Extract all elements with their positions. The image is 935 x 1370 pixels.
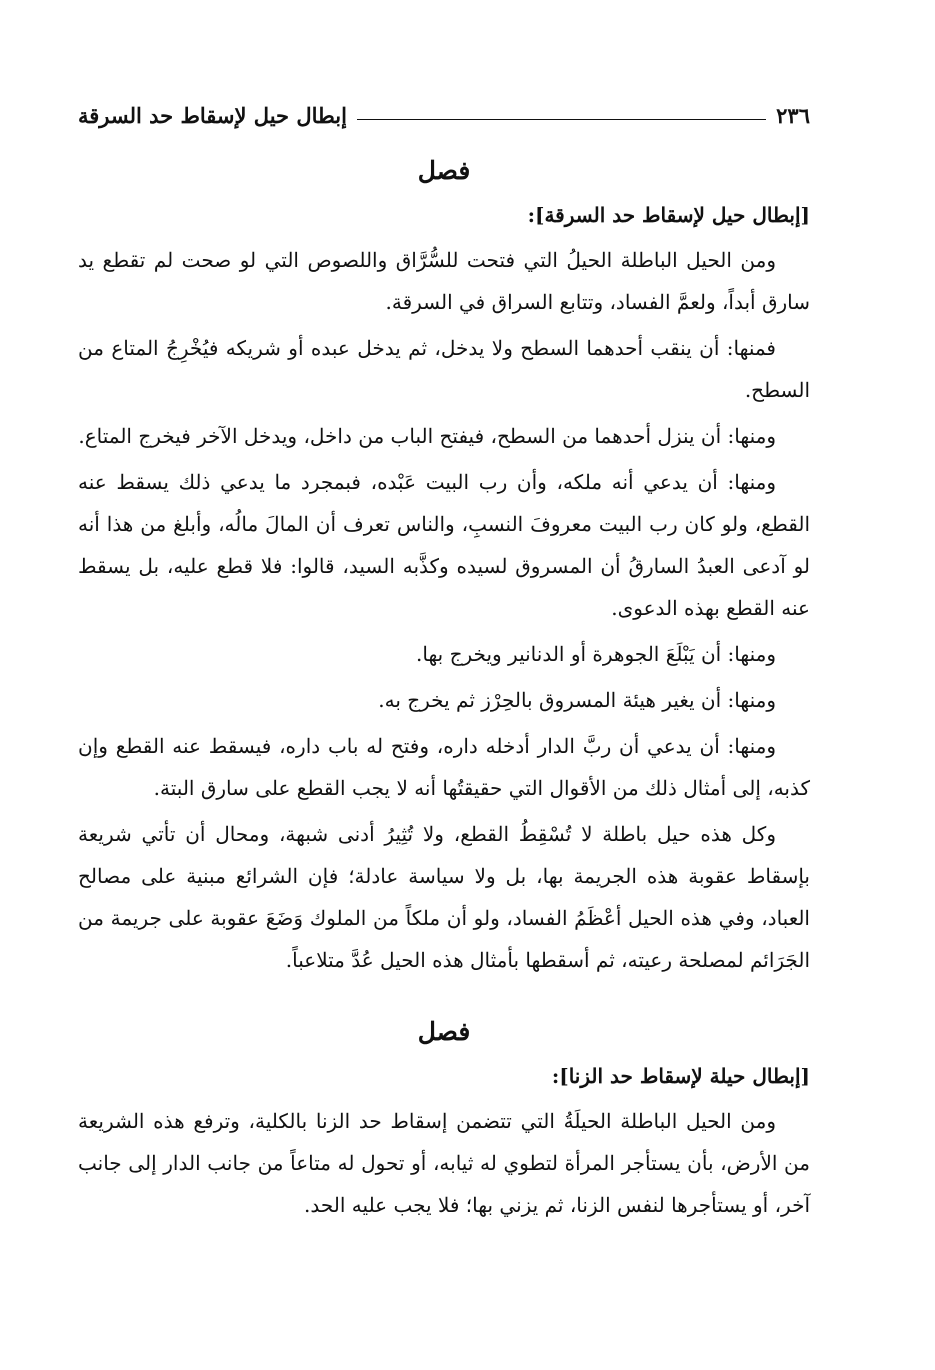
section-heading: فصل (417, 1017, 471, 1046)
paragraph: ومنها: أن يدعي أن ربَّ الدار أدخله داره، وفتح له باب داره، فيسقط عنه القطع وإن كذبه، إلى أمثال ذلك من الأقوال التي حقيقتُها أنه لا يجب القطع على سارق البتة. (78, 734, 810, 800)
paragraph: فمنها: أن ينقب أحدهما السطح ولا يدخل، ثم يدخل عبده أو شريكه فيُخْرِجُ المتاع من السطح. (78, 336, 810, 402)
paragraph: وكل هذه حيل باطلة لا تُسْقِطُ القطع، ولا تُثِيرُ أدنى شبهة، ومحال أن تأتي شريعة بإسقاط عقوبة هذه الجريمة بها، بل ولا سياسة عادلة؛ فإن الشرائع مبنية على مصالح العباد، وفي هذه الحيل أعْظَمُ الفساد، ولو أن ملكاً من الملوك وَضَعَ عقوبة على جريمة من الجَرَائم لمصلحة رعيته، ثم أسقطها بأمثال هذه الحيل عُدَّ متلاعباً. (78, 822, 810, 972)
paragraph: ومنها: أن يدعي أنه ملكه، وأن رب البيت عَبْده، فبمجرد ما يدعي ذلك يسقط عنه القطع، ولو كان رب البيت معروفَ النسبِ، والناس تعرف أن المالَ مالُه، وأبلغ من هذا أنه لو آدعى العبدُ السارقُ أن المسروق لسيده وكذَّبه السيد، قالوا: فلا قطع عليه، بل يسقط عنه القطع بهذه الدعوى. (78, 470, 810, 620)
paragraph: ومن الحيل الباطلة الحيلُ التي فتحت للسُّرَّاق واللصوص التي لو صحت لم تقطع يد سارق أبداً، ولعمَّ الفساد، وتتابع السراق في السرقة. (78, 248, 810, 314)
section-subheading: [إبطال حيل لإسقاط حد السرقة]: (527, 203, 810, 227)
running-header (78, 88, 810, 126)
page-number: ٢٣٦ (776, 103, 810, 128)
paragraph: ومنها: أن يَبْلَعَ الجوهرة أو الدنانير ويخرج بها. (416, 642, 776, 666)
paragraph: ومن الحيل الباطلة الحيلَةُ التي تتضمن إسقاط حد الزنا بالكلية، وترفع هذه الشريعة من الأرض، بأن يستأجر المرأة لتطوي له ثيابه، أو تحول له متاعاً من جانب الدار إلى جانب آخر، أو يستأجرها لنفس الزنا، ثم يزني بها؛ فلا يجب عليه الحد. (78, 1109, 810, 1217)
paragraph: ومنها: أن ينزل أحدهما من السطح، فيفتح الباب من داخل، ويدخل الآخر فيخرج المتاع. (78, 424, 776, 448)
running-title: إبطال حيل لإسقاط حد السرقة (78, 103, 347, 128)
section-heading: فصل (417, 156, 471, 185)
section-subheading: [إبطال حيلة لإسقاط حد الزنا]: (551, 1064, 810, 1088)
book-page (78, 88, 810, 1230)
header-rule (357, 119, 766, 120)
paragraph: ومنها: أن يغير هيئة المسروق بالحِرْز ثم يخرج به. (378, 688, 776, 712)
